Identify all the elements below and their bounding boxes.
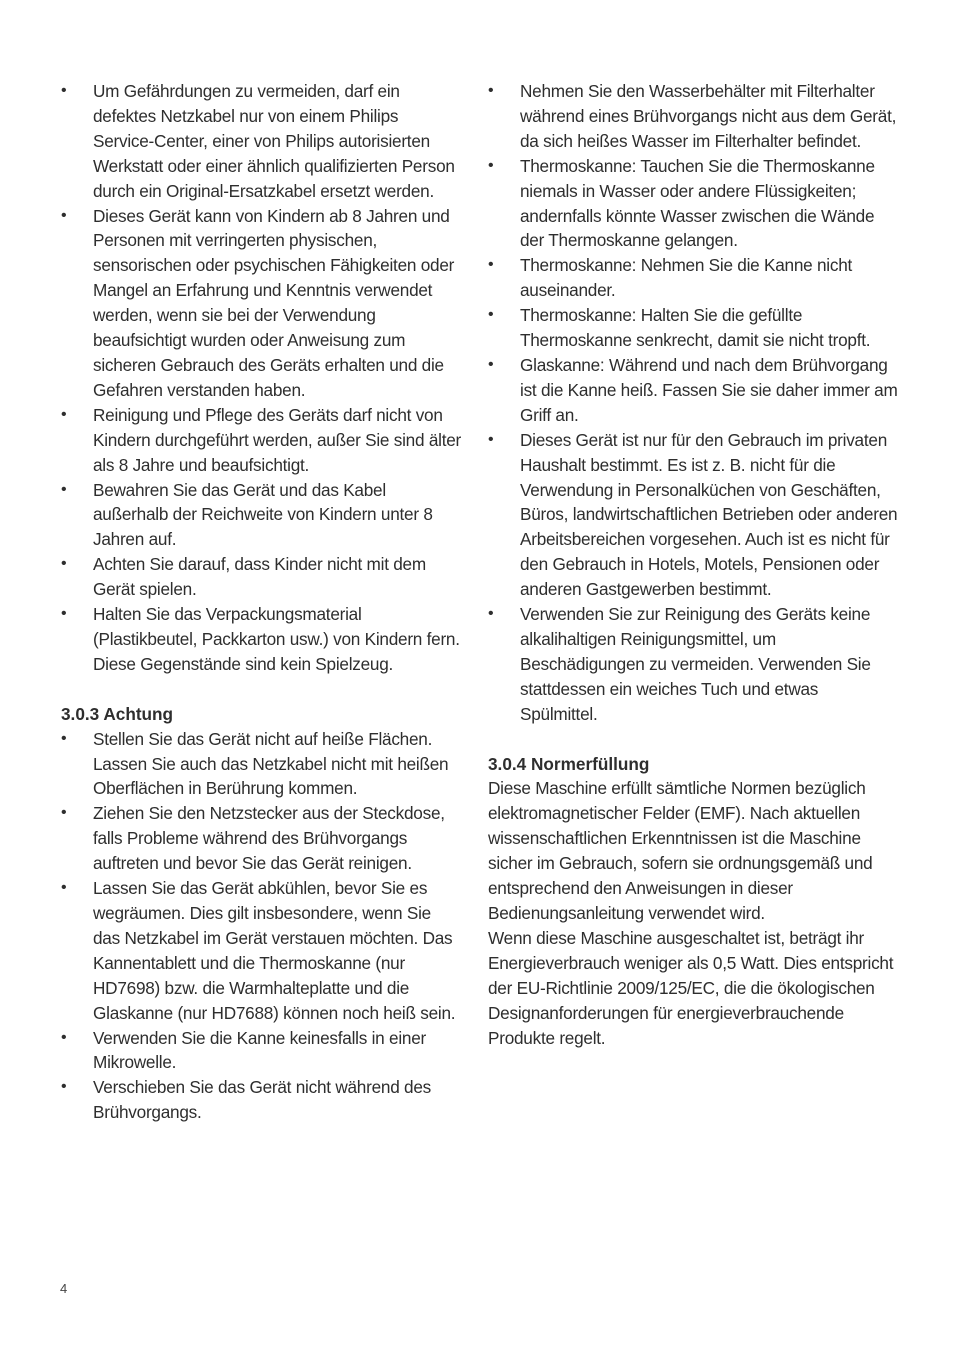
list-item <box>61 602 461 677</box>
bullet-marker: • <box>488 82 494 99</box>
bullet-marker: • <box>61 405 67 423</box>
list-item-text: Dieses Gerät kann von Kindern ab 8 Jahren und Personen mit verringerten physischen, sensorischen oder psychischen Fähigkeiten oder Mangel an Erfahrung und Kenntnis verwendet werden, wenn sie bei der Verwendung beaufsichtigt wurden oder Anweisung zum sicheren Gebrauch des Geräts erhalten und die Gefahren verstanden haben. <box>93 205 455 400</box>
list-item <box>61 1075 461 1125</box>
bullet-marker: • <box>488 605 494 623</box>
list-item-text: Bewahren Sie das Gerät und das Kabel außerhalb der Reichweite von Kindern unter 8 Jahren auf. <box>93 479 433 550</box>
list-item <box>61 727 461 802</box>
list-item-text: Thermoskanne: Tauchen Sie die Thermoskanne niemals in Wasser oder andere Flüssigkeiten; andernfalls könnte Wasser zwischen die Wände der Thermoskanne gelangen. <box>520 155 875 251</box>
list-item <box>488 602 898 727</box>
list-item-text: Glaskanne: Während und nach dem Brühvorgang ist die Kanne heiß. Fassen Sie sie daher immer am Griff an. <box>520 354 898 425</box>
list-item <box>488 79 898 154</box>
list-item-text: Ziehen Sie den Netzstecker aus der Steckdose, falls Probleme während des Brühvorgangs auftreten und bevor Sie das Gerät reinigen. <box>93 803 445 874</box>
bullet-marker: • <box>61 555 67 573</box>
bullet-marker: • <box>488 430 494 448</box>
bullet-marker: • <box>61 1028 67 1046</box>
list-item-text: Thermoskanne: Nehmen Sie die Kanne nicht auseinander. <box>520 255 853 301</box>
list-item-text: Stellen Sie das Gerät nicht auf heiße Flächen. Lassen Sie auch das Netzkabel nicht mit heißen Oberflächen in Berührung kommen. <box>93 728 449 799</box>
list-item <box>488 253 898 303</box>
list-item-text: Verwenden Sie die Kanne keinesfalls in einer Mikrowelle. <box>93 1027 426 1073</box>
norm-paragraph-emf: Diese Maschine erfüllt sämtliche Normen bezüglich elektromagnetischer Felder (EMF). Nach aktuellen wissenschaftlichen Erkenntnissen ist die Maschine sicher im Gebrauch, sofern sie ordnungsgemäß und entsprechend den Anweisungen in dieser Bedienungsanleitung verwendet wird. <box>488 778 873 923</box>
list-item-text: Thermoskanne: Halten Sie die gefüllte Thermoskanne senkrecht, damit sie nicht tropft. <box>520 305 871 351</box>
list-item <box>61 204 461 403</box>
list-item-text: Verschieben Sie das Gerät nicht während des Brühvorgangs. <box>93 1077 431 1123</box>
list-item-text: Reinigung und Pflege des Geräts darf nicht von Kindern durchgeführt werden, außer Sie sind älter als 8 Jahre und beaufsichtigt. <box>93 404 461 475</box>
bullet-marker: • <box>61 480 67 498</box>
bullet-marker: • <box>61 879 67 897</box>
bullet-marker: • <box>488 306 494 324</box>
list-item <box>61 403 461 478</box>
bullet-marker: • <box>488 156 494 174</box>
bullet-marker: • <box>488 256 494 274</box>
list-item-text: Dieses Gerät ist nur für den Gebrauch im privaten Haushalt bestimmt. Es ist z. B. nicht für die Verwendung in Personalküchen von Geschäften, Büros, landwirtschaftlichen Betrieben oder anderen Arbeitsbereichen vorgesehen. Auch ist es nicht für den Gebrauch in Hotels, Motels, Pensionen oder anderen Gastgewerben bestimmt. <box>520 429 898 600</box>
list-item <box>61 552 461 602</box>
bullet-marker: • <box>61 729 67 747</box>
safety-bullet-list <box>61 79 461 677</box>
list-item <box>61 79 461 204</box>
list-item <box>61 801 461 876</box>
bullet-marker: • <box>61 1078 67 1096</box>
left-column <box>61 79 461 1125</box>
list-item <box>61 478 461 553</box>
achtung-bullet-list <box>61 727 461 1126</box>
norm-paragraph-energy: Wenn diese Maschine ausgeschaltet ist, beträgt ihr Energieverbrauch weniger als 0,5 Watt. Dies entspricht der EU-Richtlinie 2009/125/EC, die die ökologischen Designanforderungen für energieverbrauchende Produkte regelt. <box>488 927 894 1048</box>
list-item-text: Achten Sie darauf, dass Kinder nicht mit dem Gerät spielen. <box>93 554 426 600</box>
list-item-text: Halten Sie das Verpackungsmaterial (Plastikbeutel, Packkarton usw.) von Kindern fern. Diese Gegenstände sind kein Spielzeug. <box>93 604 460 674</box>
page-number: 4 <box>60 1281 68 1296</box>
section-heading-normerfuellung: 3.0.4 Normerfüllung <box>488 753 650 774</box>
list-item-text: Lassen Sie das Gerät abkühlen, bevor Sie es wegräumen. Dies gilt insbesondere, wenn Sie das Netzkabel im Gerät verstauen möchten. Das Kannentablett und die Thermoskanne (nur HD7698) bzw. die Warmhalteplatte und die Glaskanne (nur HD7688) können noch heiß sein. <box>93 878 456 1023</box>
list-item <box>61 1026 461 1076</box>
bullet-marker: • <box>488 355 494 373</box>
list-item <box>61 876 461 1025</box>
right-column <box>488 79 898 1050</box>
list-item <box>488 154 898 254</box>
bullet-marker: • <box>61 605 67 623</box>
usage-bullet-list <box>488 79 898 727</box>
bullet-marker: • <box>61 206 67 224</box>
section-heading-achtung: 3.0.3 Achtung <box>61 703 174 724</box>
list-item <box>488 428 898 602</box>
bullet-marker: • <box>61 804 67 822</box>
bullet-marker: • <box>61 82 67 99</box>
list-item-text: Nehmen Sie den Wasserbehälter mit Filterhalter während eines Brühvorgangs nicht aus dem Gerät, da sich heißes Wasser im Filterhalter befindet. <box>520 81 897 151</box>
list-item-text: Verwenden Sie zur Reinigung des Geräts keine alkalihaltigen Reinigungsmittel, um Beschädigungen zu vermeiden. Verwenden Sie stattdessen ein weiches Tuch und etwas Spülmittel. <box>520 604 871 724</box>
list-item <box>488 303 898 353</box>
list-item-text: Um Gefährdungen zu vermeiden, darf ein defektes Netzkabel nur von einem Philips Service-Center, einer von Philips autorisierten Werkstatt oder einer ähnlich qualifizierten Person durch ein Original-Ersatzkabel ersetzt werden. <box>93 81 455 201</box>
list-item <box>488 353 898 428</box>
